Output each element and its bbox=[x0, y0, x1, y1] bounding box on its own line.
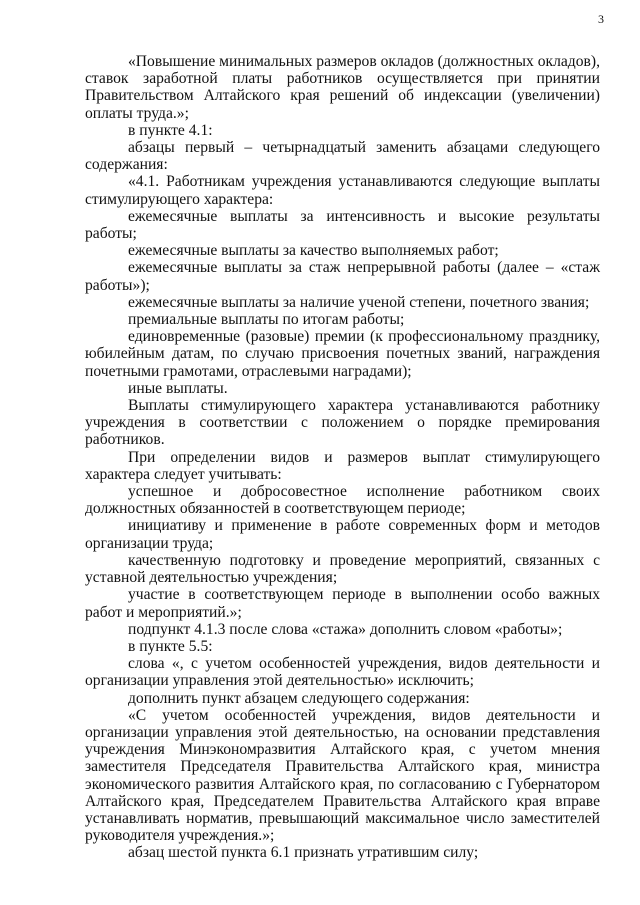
page-number: 3 bbox=[598, 12, 604, 26]
paragraph: успешное и добросовестное исполнение работником своих должностных обязанностей в соответствующем периоде; bbox=[85, 483, 600, 518]
paragraph: ежемесячные выплаты за наличие ученой степени, почетного звания; bbox=[128, 293, 590, 311]
paragraph: «С учетом особенностей учреждения, видов деятельности и организации управления этой деятельностью, на основании представления учреждения Минэкономразвития Алтайского края, с учетом мнения заместителя Председателя Правительства Алтайского края, министра экономического развития Алтайского края, по согласованию с Губернатором Алтайского края, Председателем Правительства Алтайского края вправе устанавливать норматив, превышающий максимальное число заместителей руководителя учреждения.»; bbox=[85, 706, 600, 845]
paragraph: иные выплаты. bbox=[128, 379, 228, 397]
paragraph: ежемесячные выплаты за качество выполняемых работ; bbox=[128, 242, 499, 260]
paragraph: «Повышение минимальных размеров окладов (должностных окладов), ставок заработной платы работников осуществляется при принятии Правительством Алтайского края решений об индексации (увеличении) оплаты труда.»; bbox=[85, 53, 600, 122]
paragraph: абзацы первый – четырнадцатый заменить абзацами следующего содержания: bbox=[85, 139, 600, 174]
paragraph: ежемесячные выплаты за стаж непрерывной работы (далее – «стаж работы»); bbox=[85, 259, 600, 294]
paragraph: в пункте 5.5: bbox=[128, 637, 213, 655]
paragraph: инициативу и применение в работе современных форм и методов организации труда; bbox=[85, 517, 600, 552]
paragraph: абзац шестой пункта 6.1 признать утратившим силу; bbox=[128, 844, 479, 862]
paragraph: качественную подготовку и проведение мероприятий, связанных с уставной деятельностью учреждения; bbox=[85, 551, 600, 587]
paragraph: «4.1. Работникам учреждения устанавливаются следующие выплаты стимулирующего характера: bbox=[85, 173, 600, 208]
paragraph: При определении видов и размеров выплат стимулирующего характера следует учитывать: bbox=[85, 448, 600, 483]
paragraph: единовременные (разовые) премии (к профессиональному празднику, юбилейным датам, по случаю присвоения почетных званий, награждения почетными грамотами, отраслевыми наградами); bbox=[85, 328, 600, 380]
paragraph: участие в соответствующем периоде в выполнении особо важных работ и мероприятий.»; bbox=[85, 586, 600, 621]
paragraph: дополнить пункт абзацем следующего содержания: bbox=[128, 689, 470, 707]
paragraph: в пункте 4.1: bbox=[128, 121, 213, 139]
document-body bbox=[85, 53, 600, 862]
paragraph: Выплаты стимулирующего характера устанавливаются работнику учреждения в соответствии с положением о порядке премирования работников. bbox=[85, 397, 600, 449]
paragraph: ежемесячные выплаты за интенсивность и высокие результаты работы; bbox=[85, 207, 600, 243]
paragraph: слова «, с учетом особенностей учреждения, видов деятельности и организации управления этой деятельностью» исключить; bbox=[85, 655, 600, 690]
paragraph: премиальные выплаты по итогам работы; bbox=[128, 311, 405, 329]
paragraph: подпункт 4.1.3 после слова «стажа» дополнить словом «работы»; bbox=[128, 620, 563, 638]
